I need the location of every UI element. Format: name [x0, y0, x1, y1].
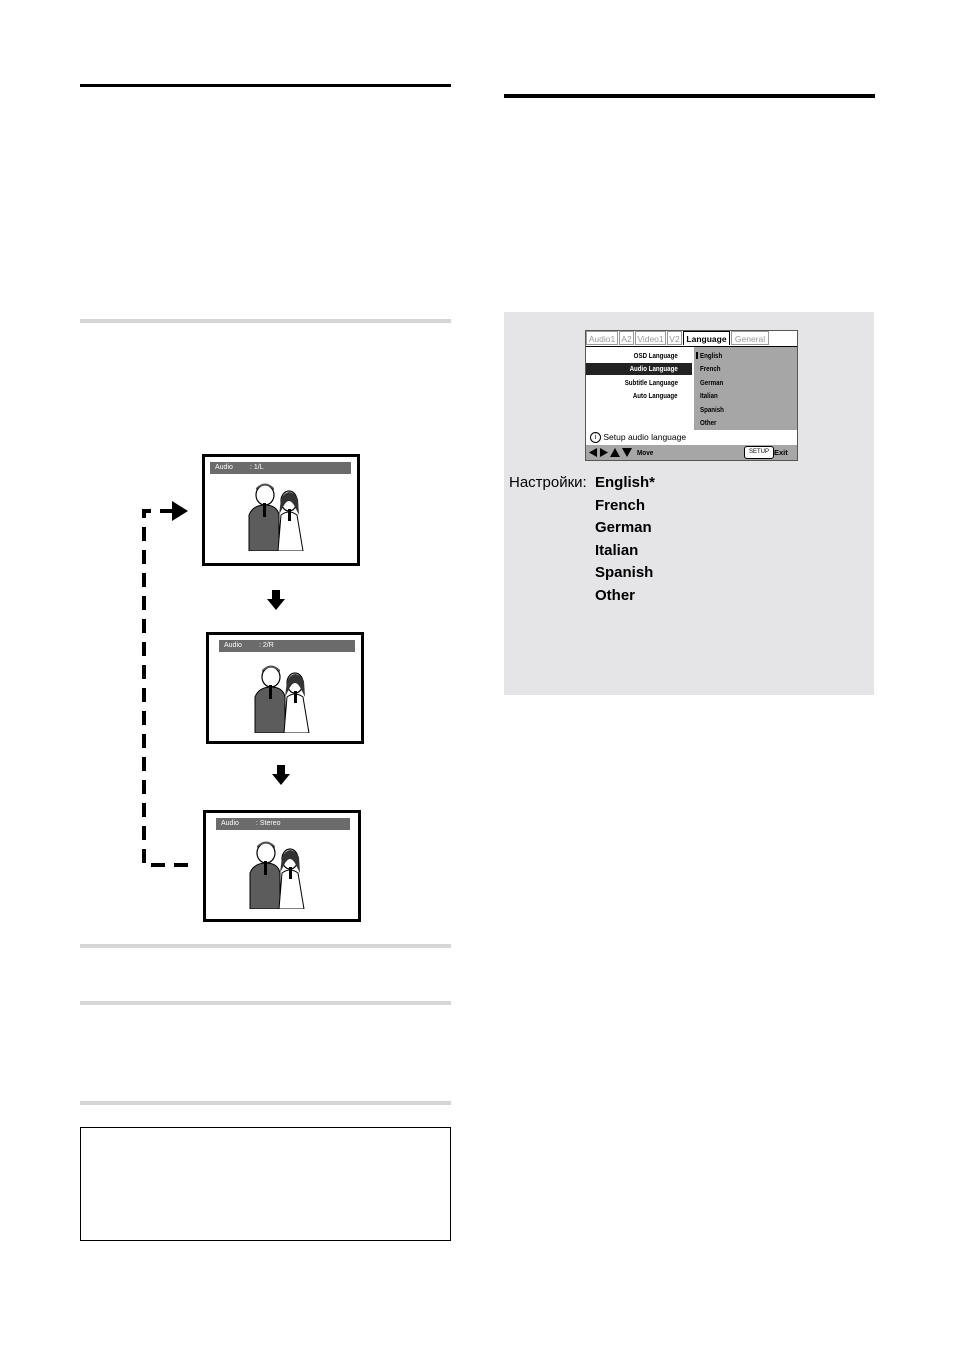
tab-a2[interactable]: A2: [619, 331, 634, 345]
help-text: Setup audio language: [603, 432, 687, 442]
menu-footer: [586, 445, 797, 460]
menu-item-auto-language[interactable]: Auto Language: [633, 391, 678, 400]
option-other[interactable]: Other: [700, 418, 717, 427]
tab-general[interactable]: General: [731, 331, 769, 345]
osd-value: : 2/R: [259, 642, 274, 649]
option-german[interactable]: German: [700, 378, 724, 387]
osd-bar: [216, 818, 350, 830]
settings-label: Настройки:: [509, 474, 587, 491]
option-spanish[interactable]: Spanish: [700, 405, 724, 414]
singers-illustration: [242, 839, 312, 909]
left-section-rule-4: [80, 1101, 451, 1105]
current-value-marker: [696, 352, 698, 359]
menu-item-osd-language[interactable]: OSD Language: [633, 351, 678, 360]
footer-move: Move: [637, 448, 654, 457]
menu-item-audio-language[interactable]: Audio Language: [629, 364, 678, 373]
settings-option-other: Other: [595, 587, 636, 604]
down-arrow-1: [267, 590, 285, 610]
settings-option-spanish: Spanish: [595, 564, 654, 581]
settings-option-french: French: [595, 497, 646, 514]
settings-option-german: German: [595, 519, 652, 536]
osd-label: Audio: [224, 642, 242, 649]
menu-left-column: [586, 347, 692, 430]
left-top-rule: [80, 84, 451, 87]
arrow-keys-icon: [589, 448, 633, 457]
tv-screen-3: [203, 810, 361, 922]
info-icon: i: [590, 432, 601, 443]
tab-video1[interactable]: Video1: [635, 331, 666, 345]
note-box: [80, 1127, 451, 1241]
settings-option-italian: Italian: [595, 542, 639, 559]
osd-bar: [210, 462, 351, 474]
cycle-dashed-arrow: [130, 495, 200, 875]
menu-help-line: [586, 430, 797, 445]
menu-body: [586, 346, 797, 430]
tv-screen-1: [202, 454, 360, 566]
option-english[interactable]: English: [700, 351, 723, 360]
tab-language[interactable]: Language: [683, 331, 730, 345]
osd-bar: [219, 640, 355, 652]
tab-audio1[interactable]: Audio1: [586, 331, 618, 345]
footer-exit: Exit: [774, 448, 788, 457]
singers-illustration: [247, 663, 317, 733]
settings-option-english: English*: [595, 474, 656, 491]
osd-label: Audio: [215, 464, 233, 471]
menu-tabs: [586, 331, 797, 345]
option-french[interactable]: French: [700, 364, 721, 373]
setup-button[interactable]: SETUP: [744, 446, 774, 459]
right-top-rule: [504, 94, 875, 98]
menu-item-subtitle-language[interactable]: Subtitle Language: [624, 378, 678, 387]
option-italian[interactable]: Italian: [700, 391, 718, 400]
osd-value: : Stereo: [256, 820, 281, 827]
tab-v2[interactable]: V2: [667, 331, 682, 345]
setup-menu-screen: [585, 330, 798, 461]
left-section-rule-3: [80, 1001, 451, 1005]
singers-illustration: [241, 481, 311, 551]
left-section-rule-2: [80, 944, 451, 948]
menu-right-column: [694, 347, 797, 430]
down-arrow-2: [272, 765, 290, 785]
osd-value: : 1/L: [250, 464, 264, 471]
tv-screen-2: [206, 632, 364, 744]
left-section-rule-1: [80, 319, 451, 323]
osd-label: Audio: [221, 820, 239, 827]
